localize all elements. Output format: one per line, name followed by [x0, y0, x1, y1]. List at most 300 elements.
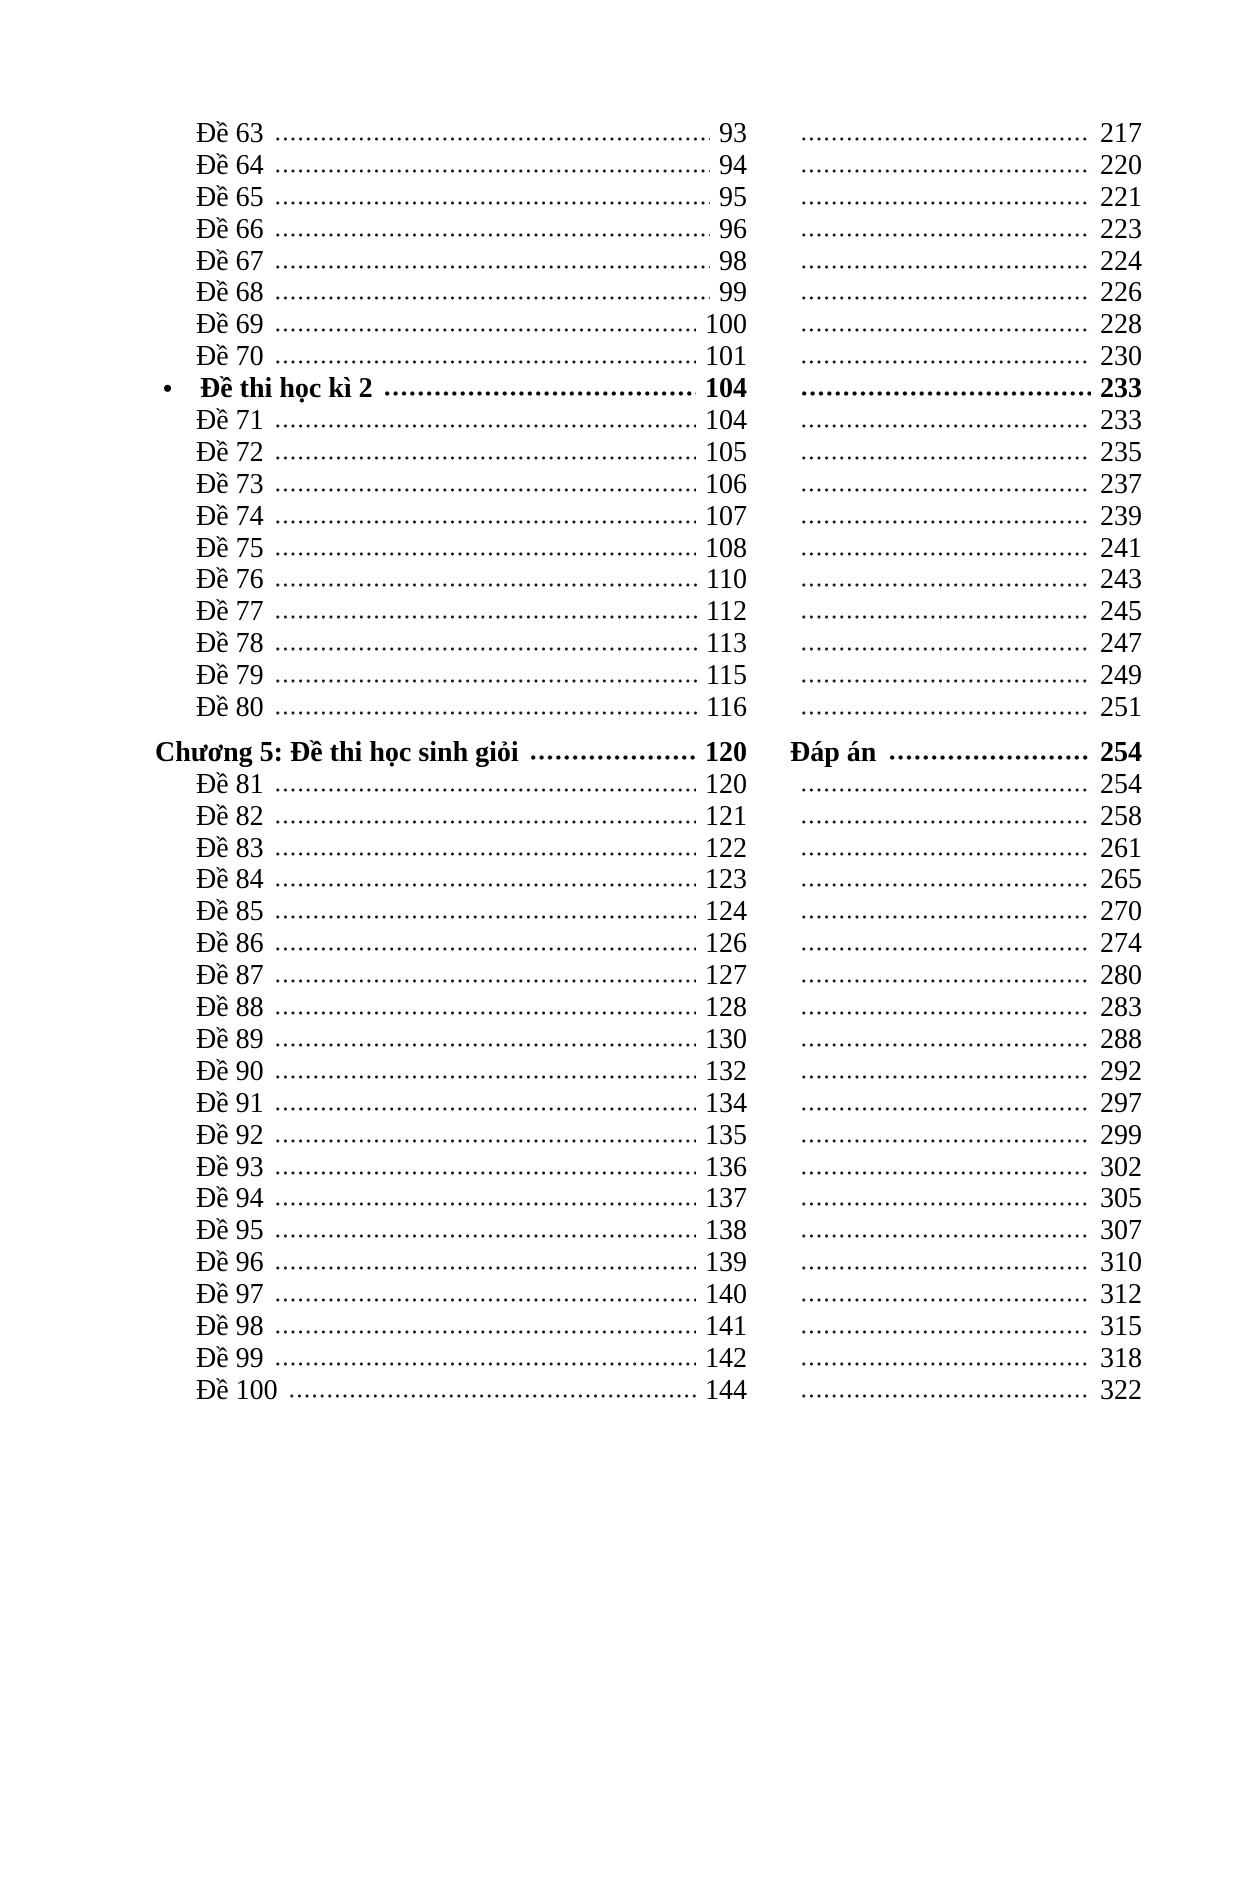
dot-leader [800, 1393, 1091, 1399]
toc-entry-label: Đề 72 [196, 436, 264, 468]
answer-page-number: 261 [1100, 832, 1142, 864]
answer-page-number: 258 [1100, 800, 1142, 832]
toc-row-left [155, 1247, 747, 1279]
toc-entry-label: Đề 65 [196, 181, 264, 213]
toc-row [155, 405, 1142, 437]
exercise-page-number: 116 [706, 692, 747, 724]
exercise-page-number: 93 [719, 118, 747, 149]
dot-leader [800, 264, 1091, 270]
dot-leader [800, 423, 1091, 429]
toc-row-left [155, 277, 747, 309]
toc-row [155, 1247, 1142, 1279]
answer-page-number: 299 [1100, 1119, 1142, 1151]
dot-leader [800, 487, 1091, 493]
exercise-page-number: 140 [705, 1279, 747, 1311]
dot-leader [800, 136, 1091, 142]
answer-page-number: 322 [1100, 1374, 1142, 1406]
dot-leader [800, 1329, 1091, 1335]
toc-entry-label: Đề 92 [196, 1119, 264, 1151]
toc-entry-label: Đề 76 [196, 564, 264, 596]
toc-row-left [155, 801, 747, 833]
answer-page-number: 223 [1100, 213, 1142, 245]
exercise-page-number: 104 [705, 405, 747, 437]
answer-page-number: 265 [1100, 864, 1142, 896]
dot-leader [274, 295, 710, 301]
dot-leader [274, 1170, 696, 1176]
toc-row-left [155, 1088, 747, 1120]
dot-leader [529, 754, 696, 761]
toc-row [155, 769, 1142, 801]
dot-leader [800, 1361, 1091, 1367]
bullet-icon [155, 373, 200, 405]
toc-row-right [790, 1183, 1142, 1215]
toc-row [155, 118, 1142, 150]
toc-row-left [155, 1152, 747, 1184]
toc-entry-label: Đề 77 [196, 596, 264, 628]
toc-row [155, 660, 1142, 692]
dot-leader [800, 787, 1091, 793]
answer-page-number: 220 [1100, 149, 1142, 181]
toc-row [155, 992, 1142, 1024]
toc-row [155, 1343, 1142, 1375]
answer-page-number: 254 [1100, 768, 1142, 800]
toc-row-left [155, 1183, 747, 1215]
toc-row-right [790, 628, 1142, 660]
answer-page-number: 310 [1100, 1247, 1142, 1279]
toc-row-right [790, 1152, 1142, 1184]
dot-leader [274, 455, 696, 461]
toc-row-right [790, 737, 1142, 769]
dot-leader [800, 614, 1091, 620]
toc-row [155, 628, 1142, 660]
dot-leader [274, 264, 710, 270]
dot-leader [274, 882, 696, 888]
exercise-page-number: 104 [705, 373, 747, 405]
toc-row-right [790, 1215, 1142, 1247]
toc-row-left [155, 596, 747, 628]
answer-page-number: 307 [1100, 1215, 1142, 1247]
exercise-page-number: 135 [705, 1119, 747, 1151]
toc-row [155, 896, 1142, 928]
dot-leader [288, 1393, 696, 1399]
toc-row-left [155, 928, 747, 960]
dot-leader [800, 295, 1091, 301]
exercise-page-number: 98 [719, 245, 747, 277]
exercise-page-number: 94 [719, 149, 747, 181]
dot-leader [274, 1329, 696, 1335]
answer-page-number: 305 [1100, 1183, 1142, 1215]
toc-row [155, 928, 1142, 960]
answer-page-number: 292 [1100, 1055, 1142, 1087]
dot-leader [800, 1106, 1091, 1112]
toc-row-left [155, 896, 747, 928]
toc-entry-label: Đề 81 [196, 768, 264, 800]
toc-row-left [155, 150, 747, 182]
toc-row-left [155, 864, 747, 896]
dot-leader [800, 1265, 1091, 1271]
dot-leader [800, 1297, 1091, 1303]
toc-row [155, 214, 1142, 246]
dot-leader [274, 487, 696, 493]
toc-row-right [790, 341, 1142, 373]
dot-leader [800, 200, 1091, 206]
toc-row [155, 501, 1142, 533]
exercise-page-number: 141 [705, 1310, 747, 1342]
toc-row-left [155, 1343, 747, 1375]
toc-row [155, 373, 1142, 405]
dot-leader [274, 200, 710, 206]
toc-entry-label: Đề 85 [196, 896, 264, 928]
dot-leader [274, 1265, 696, 1271]
answer-page-number: 249 [1100, 660, 1142, 692]
dot-leader [274, 1138, 696, 1144]
dot-leader [274, 1106, 696, 1112]
exercise-page-number: 105 [705, 436, 747, 468]
dot-leader [274, 710, 697, 716]
toc-entry-label: Đề 99 [196, 1342, 264, 1374]
answer-page-number: 217 [1100, 118, 1142, 149]
exercise-page-number: 95 [719, 181, 747, 213]
toc-row-right [790, 405, 1142, 437]
toc-row-right [790, 373, 1142, 405]
answer-page-number: 233 [1100, 405, 1142, 437]
dot-leader [800, 978, 1091, 984]
toc-entry-label: Đề 91 [196, 1087, 264, 1119]
toc-entry-label: Đề 69 [196, 309, 264, 341]
toc-row-right [790, 150, 1142, 182]
toc-row-right [790, 660, 1142, 692]
exercise-page-number: 108 [705, 532, 747, 564]
toc-row-left [155, 660, 747, 692]
toc-row [155, 533, 1142, 565]
toc-row-left [155, 533, 747, 565]
dot-leader [274, 168, 710, 174]
dot-leader [800, 455, 1091, 461]
toc-row [155, 182, 1142, 214]
dot-leader [800, 1042, 1091, 1048]
dot-leader [800, 946, 1091, 952]
toc-row [155, 1024, 1142, 1056]
dot-leader [274, 1042, 696, 1048]
toc-entry-label: Đề 100 [196, 1374, 278, 1406]
toc-row-left [155, 737, 747, 769]
toc-entry-label: Đề 73 [196, 468, 264, 500]
dot-leader [274, 1297, 696, 1303]
toc-row-right [790, 769, 1142, 801]
toc-row-left [155, 118, 747, 150]
toc-entry-label: Đề 97 [196, 1279, 264, 1311]
toc-row-left [155, 1311, 747, 1343]
toc-row [155, 564, 1142, 596]
exercise-page-number: 122 [705, 832, 747, 864]
dot-leader [800, 168, 1091, 174]
toc-row-right [790, 182, 1142, 214]
dot-leader [800, 1201, 1091, 1207]
toc-entry-label: Đề 75 [196, 532, 264, 564]
toc-row-left [155, 1215, 747, 1247]
answer-page-number: 245 [1100, 596, 1142, 628]
toc-row [155, 469, 1142, 501]
toc-row-left [155, 1279, 747, 1311]
exercise-page-number: 96 [719, 213, 747, 245]
toc-entry-label: Đề 66 [196, 213, 264, 245]
dot-leader [274, 978, 696, 984]
toc-row-right [790, 1056, 1142, 1088]
toc-entry-label: Đề 83 [196, 832, 264, 864]
exercise-page-number: 144 [705, 1374, 747, 1406]
dot-leader [274, 1010, 696, 1016]
dot-leader [274, 1233, 696, 1239]
answer-page-number: 224 [1100, 245, 1142, 277]
answer-page-number: 315 [1100, 1310, 1142, 1342]
toc-row-left [155, 182, 747, 214]
exercise-page-number: 142 [705, 1342, 747, 1374]
answer-page-number: 312 [1100, 1279, 1142, 1311]
exercise-page-number: 139 [705, 1247, 747, 1279]
toc-row-left [155, 309, 747, 341]
answer-page-number: 251 [1100, 692, 1142, 724]
toc-entry-label: Đề 79 [196, 660, 264, 692]
toc-row-left [155, 992, 747, 1024]
dot-leader [800, 327, 1091, 333]
answer-page-number: 288 [1100, 1023, 1142, 1055]
toc-entry-label: Đề 94 [196, 1183, 264, 1215]
exercise-page-number: 130 [705, 1023, 747, 1055]
toc-row-right [790, 833, 1142, 865]
toc-entry-label: Đề 74 [196, 500, 264, 532]
toc-entry-label: Đề 89 [196, 1023, 264, 1055]
answer-page-number: 318 [1100, 1342, 1142, 1374]
exercise-page-number: 110 [706, 564, 747, 596]
toc-entry-label: Đề 78 [196, 628, 264, 660]
toc-row-left [155, 1120, 747, 1152]
toc-entry-label: Đề 84 [196, 864, 264, 896]
toc-row [155, 1088, 1142, 1120]
toc-entry-label: Đề 67 [196, 245, 264, 277]
toc-row [155, 341, 1142, 373]
toc-row [155, 1375, 1142, 1407]
dot-leader [274, 646, 697, 652]
toc-row-right [790, 501, 1142, 533]
answer-page-number: 274 [1100, 928, 1142, 960]
dot-leader [800, 678, 1091, 684]
exercise-page-number: 132 [705, 1055, 747, 1087]
dot-leader [800, 851, 1091, 857]
dot-leader [274, 136, 710, 142]
toc-row-left [155, 960, 747, 992]
toc-row [155, 833, 1142, 865]
answer-page-number: 228 [1100, 309, 1142, 341]
toc-row [155, 246, 1142, 278]
dot-leader [274, 851, 696, 857]
answer-page-number: 247 [1100, 628, 1142, 660]
toc-row [155, 277, 1142, 309]
dot-leader [274, 1201, 696, 1207]
toc-entry-label: Đề 68 [196, 277, 264, 309]
dot-leader [800, 519, 1091, 525]
dot-leader [800, 819, 1091, 825]
dot-leader [274, 914, 696, 920]
toc-entry-label: Đề 93 [196, 1151, 264, 1183]
exercise-page-number: 121 [705, 800, 747, 832]
toc-entry-label: Đề 63 [196, 118, 264, 149]
toc-row-left [155, 1375, 747, 1407]
toc-row-right [790, 992, 1142, 1024]
answer-page-number: 226 [1100, 277, 1142, 309]
answer-page-number: 221 [1100, 181, 1142, 213]
toc-row [155, 1152, 1142, 1184]
toc-row-right [790, 1375, 1142, 1407]
toc-row [155, 1279, 1142, 1311]
answer-page-number: 241 [1100, 532, 1142, 564]
dot-leader [800, 359, 1091, 365]
toc-row-right [790, 1088, 1142, 1120]
exercise-page-number: 126 [705, 928, 747, 960]
exercise-page-number: 124 [705, 896, 747, 928]
dot-leader [800, 646, 1091, 652]
toc-row-right [790, 960, 1142, 992]
toc-row-right [790, 118, 1142, 150]
toc-row-right [790, 1343, 1142, 1375]
toc-row-right [790, 533, 1142, 565]
exercise-page-number: 100 [705, 309, 747, 341]
toc-row-right [790, 864, 1142, 896]
toc-entry-label: Đề 87 [196, 960, 264, 992]
toc-row-left [155, 246, 747, 278]
dot-leader [274, 946, 696, 952]
dot-leader [800, 882, 1091, 888]
dot-leader [383, 390, 696, 397]
toc-row-left [155, 373, 747, 405]
dot-leader [800, 1074, 1091, 1080]
dot-leader [274, 787, 696, 793]
toc-row [155, 150, 1142, 182]
toc-row-right [790, 564, 1142, 596]
dot-leader [274, 582, 697, 588]
dot-leader [274, 1361, 696, 1367]
toc-row-right [790, 801, 1142, 833]
answer-page-number: 239 [1100, 500, 1142, 532]
toc-row-right [790, 692, 1142, 724]
answer-page-number: 297 [1100, 1087, 1142, 1119]
toc-row [155, 692, 1142, 724]
answer-page-number: 302 [1100, 1151, 1142, 1183]
exercise-page-number: 123 [705, 864, 747, 896]
toc-row-left [155, 692, 747, 724]
toc-entry-label: Chương 5: Đề thi học sinh giỏi [155, 736, 519, 768]
exercise-page-number: 137 [705, 1183, 747, 1215]
dot-leader [274, 232, 710, 238]
toc-row-right [790, 1024, 1142, 1056]
toc-entry-label: Đề 86 [196, 928, 264, 960]
toc-entry-label: Đề 98 [196, 1310, 264, 1342]
toc-row-left [155, 1056, 747, 1088]
exercise-page-number: 112 [706, 596, 747, 628]
table-of-contents [155, 118, 1142, 1407]
toc-entry-label: Đề 88 [196, 992, 264, 1024]
toc-row-left [155, 501, 747, 533]
toc-row-right [790, 309, 1142, 341]
exercise-page-number: 128 [705, 992, 747, 1024]
toc-row [155, 864, 1142, 896]
dot-leader [800, 1138, 1091, 1144]
dot-leader [800, 582, 1091, 588]
dot-leader [800, 232, 1091, 238]
dot-leader [274, 678, 697, 684]
toc-row-right [790, 214, 1142, 246]
toc-row-left [155, 341, 747, 373]
answer-page-number: 280 [1100, 960, 1142, 992]
toc-row-right [790, 437, 1142, 469]
exercise-page-number: 120 [705, 768, 747, 800]
toc-row-right [790, 1120, 1142, 1152]
dot-leader [274, 423, 696, 429]
dot-leader [888, 754, 1091, 761]
dot-leader [800, 1010, 1091, 1016]
toc-row [155, 1183, 1142, 1215]
toc-entry-label: Đề thi học kì 2 [200, 373, 373, 405]
toc-row-right [790, 896, 1142, 928]
toc-row [155, 1311, 1142, 1343]
answer-page-number: 237 [1100, 468, 1142, 500]
exercise-page-number: 134 [705, 1087, 747, 1119]
toc-row-left [155, 469, 747, 501]
toc-row [155, 1215, 1142, 1247]
dot-leader [800, 914, 1091, 920]
toc-row [155, 737, 1142, 769]
toc-row [155, 960, 1142, 992]
exercise-page-number: 138 [705, 1215, 747, 1247]
exercise-page-number: 107 [705, 500, 747, 532]
toc-entry-label: Đề 64 [196, 149, 264, 181]
toc-row [155, 596, 1142, 628]
exercise-page-number: 120 [705, 736, 747, 768]
exercise-page-number: 106 [705, 468, 747, 500]
dot-leader [274, 551, 696, 557]
dot-leader [800, 710, 1091, 716]
toc-row-right [790, 469, 1142, 501]
exercise-page-number: 113 [706, 628, 747, 660]
exercise-page-number: 127 [705, 960, 747, 992]
toc-row-left [155, 564, 747, 596]
toc-row [155, 801, 1142, 833]
toc-row-right [790, 1279, 1142, 1311]
toc-row [155, 1056, 1142, 1088]
toc-row-left [155, 1024, 747, 1056]
toc-entry-label: Đề 82 [196, 800, 264, 832]
answer-page-number: 235 [1100, 436, 1142, 468]
answer-page-number: 233 [1100, 373, 1142, 405]
answer-page-number: 270 [1100, 896, 1142, 928]
toc-row [155, 1120, 1142, 1152]
toc-row-right [790, 277, 1142, 309]
toc-row-left [155, 628, 747, 660]
toc-row-left [155, 833, 747, 865]
exercise-page-number: 115 [706, 660, 747, 692]
dot-leader [800, 551, 1091, 557]
dot-leader [274, 614, 697, 620]
toc-row-right [790, 928, 1142, 960]
dot-leader [800, 1170, 1091, 1176]
toc-entry-label: Đề 70 [196, 341, 264, 373]
exercise-page-number: 101 [705, 341, 747, 373]
toc-row-right [790, 1247, 1142, 1279]
toc-row-right [790, 596, 1142, 628]
toc-row-left [155, 214, 747, 246]
answer-page-number: 243 [1100, 564, 1142, 596]
exercise-page-number: 136 [705, 1151, 747, 1183]
toc-row-left [155, 437, 747, 469]
